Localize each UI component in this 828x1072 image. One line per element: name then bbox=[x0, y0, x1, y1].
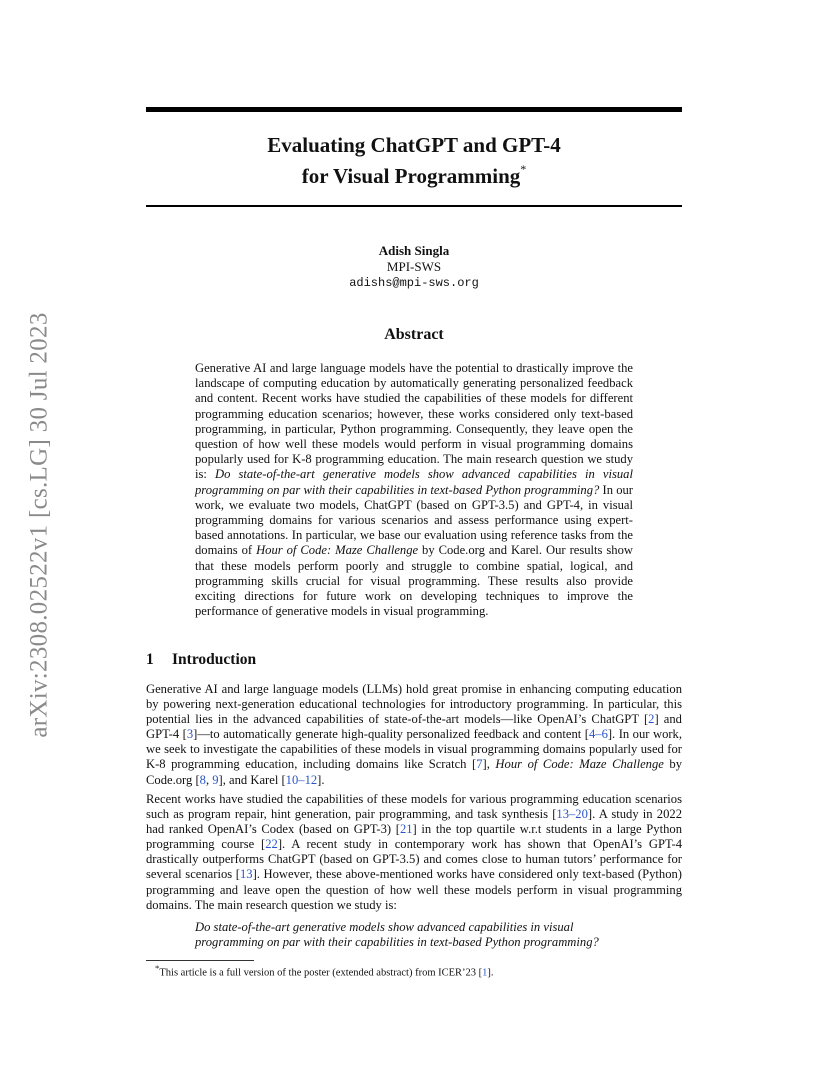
footnote-mark: * bbox=[155, 963, 160, 973]
section-number: 1 bbox=[146, 651, 154, 668]
citation-link[interactable]: 9 bbox=[212, 772, 219, 787]
author-affiliation: MPI-SWS bbox=[386, 259, 442, 274]
intro-paragraph-2: Recent works have studied the capabilities of these models for various programming education scenarios such as program repair, hint generation, pair programming, and task synthesis [13–20]. A study in 2022 had ranked OpenAI’s Codex (based on GPT-3) [21] in the top quartile w.r.t students in a large Python programming course [22]. A recent study in contemporary work has shown that OpenAI’s GPT-4 drastically outperforms ChatGPT (based on GPT-3.5) and comes close to human tutors’ performance for several scenarios [13]. However, these above-mentioned works have considered only text-based (Python) programming and leave open the question of how well these models perform in visual programming domains. The main research question we study is: bbox=[146, 792, 682, 912]
arxiv-identifier: arXiv:2308.02522v1 [cs.LG] 30 Jul 2023 bbox=[26, 312, 53, 738]
citation-link[interactable]: 10–12 bbox=[285, 772, 318, 787]
abstract-heading: Abstract bbox=[384, 326, 444, 343]
section-heading-introduction bbox=[146, 651, 256, 669]
citation-link[interactable]: 3 bbox=[186, 727, 194, 742]
citation-link[interactable]: 8 bbox=[199, 772, 206, 787]
citation-link[interactable]: 2 bbox=[648, 712, 655, 727]
title-top-rule bbox=[146, 107, 682, 112]
author-block bbox=[146, 243, 682, 291]
author-name: Adish Singla bbox=[378, 243, 450, 258]
title-bottom-rule bbox=[146, 205, 682, 207]
paper-title bbox=[146, 132, 682, 189]
citation-link[interactable]: 7 bbox=[476, 757, 483, 772]
section-title: Introduction bbox=[172, 651, 257, 668]
arxiv-sidebar bbox=[20, 290, 60, 760]
citation-link[interactable]: 13–20 bbox=[556, 807, 588, 822]
footnote: *This article is a full version of the poster (extended abstract) from ICER’23 [1]. bbox=[155, 963, 494, 979]
citation-link[interactable]: 21 bbox=[399, 822, 413, 837]
abstract-body: Generative AI and large language models have the potential to drastically improve the landscape of computing education by automatically generating personalized feedback and content. Recent works have studied the capabilities of these models for different programming education scenarios; however, these works considered only text-based programming, in particular, Python programming. Consequently, they leave open the question of how well these models would perform in visual programming domains popularly used for K-8 programming education. The main research question we study is: Do state-of-the-art generative models show advanced capabilities in visual programming on par with their capabilities in text-based Python programming? In our work, we evaluate two models, ChatGPT (based on GPT-3.5) and GPT-4, in visual programming domains for various scenarios and assess performance using expert-based annotations. In particular, we base our evaluation using reference tasks from the domains of Hour of Code: Maze Challenge by Code.org and Karel. Our results show that these models perform poorly and struggle to combine spatial, logical, and programming skills crucial for visual programming. These results also provide exciting directions for future work on developing techniques to improve the performance of generative models in visual programming. bbox=[195, 361, 634, 619]
citation-link[interactable]: 4–6 bbox=[588, 727, 608, 742]
intro-paragraph-1: Generative AI and large language models (LLMs) hold great promise in enhancing computing education by powering next-generation educational technologies for introductory programming. In particular, this potential lies in the advanced capabilities of state-of-the-art models—like OpenAI’s ChatGPT [2] and GPT-4 [3]—to automatically generate high-quality personalized feedback and content [4–6]. In our work, we seek to investigate the capabilities of these models in visual programming domains popularly used for K-8 programming education, including domains like Scratch [7], Hour of Code: Maze Challenge by Code.org [8, 9], and Karel [10–12]. bbox=[146, 682, 683, 787]
title-line-2: for Visual Programming* bbox=[301, 162, 527, 188]
footnote-rule bbox=[146, 960, 254, 961]
citation-link[interactable]: 13 bbox=[239, 867, 253, 882]
research-question-quote: Do state-of-the-art generative models show advanced capabilities in visual programming on par with their capabilities in text-based Python programming? bbox=[195, 920, 599, 950]
citation-link[interactable]: 22 bbox=[265, 837, 278, 852]
author-email[interactable]: adishs@mpi-sws.org bbox=[349, 276, 479, 290]
citation-link[interactable]: 1 bbox=[482, 967, 488, 979]
title-line-1: Evaluating ChatGPT and GPT-4 bbox=[267, 133, 561, 157]
title-footnote-mark[interactable]: * bbox=[520, 162, 527, 176]
